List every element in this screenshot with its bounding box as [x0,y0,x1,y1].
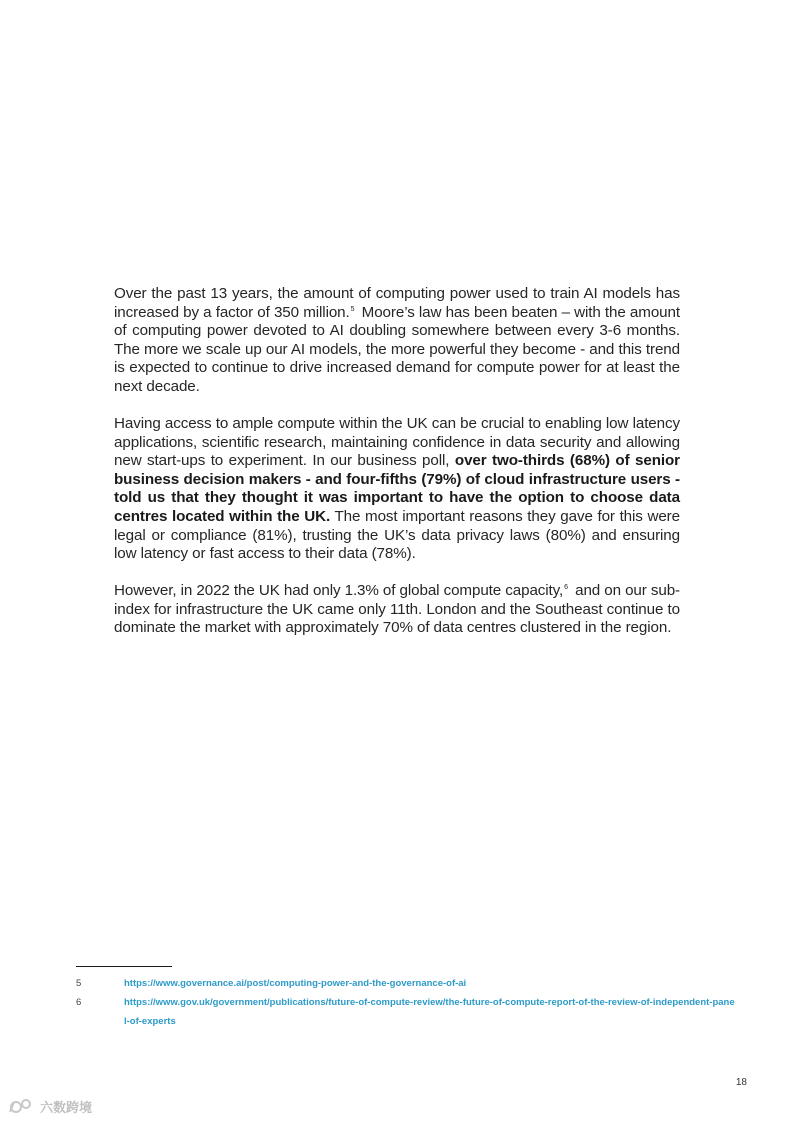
watermark [8,1096,92,1116]
footnote-5 [76,974,736,993]
footnote-ref-6[interactable]: 6 [564,584,568,591]
paragraph-text: Over the past 13 years, the amount of computing power used to train AI models has increased by a factor of 350 million. [114,285,680,321]
footnote-link[interactable]: https://www.gov.uk/government/publications/future-of-compute-review/the-future-of-compute-report-of-the-review-of-independent-panel-of-experts [124,997,735,1027]
paragraph-bold-text: over two-thirds (68%) of senior business decision makers - and four-fifths (79%) of cloud infrastructure users - told us that they thought it was important to have the option to choose data centres located within the UK. [114,452,680,525]
footnote-divider [76,966,172,967]
paragraph-text: and on our sub-index for infrastructure the UK came only 11th. London and the Southeast continue to dominate the market with approximately 70% of data centres clustered in the region. [114,582,680,637]
footnote-6 [76,993,736,1031]
paragraph-text: However, in 2022 the UK had only 1.3% of global compute capacity, [114,582,564,599]
footnote-number: 6 [76,997,82,1008]
paragraph-uk-capacity [114,582,680,638]
footnote-ref-5[interactable]: 5 [350,305,355,313]
page-number: 18 [735,1077,747,1088]
paragraph-compute-growth [114,285,680,397]
paragraph-text: Having access to ample compute within the UK can be crucial to enabling low latency applications, scientific research, maintaining confidence in data security and allowing new start-ups to experiment. In our business poll, [114,415,680,470]
watermark-text: 六数跨境 [40,1099,93,1115]
footnote-link[interactable]: https://www.governance.ai/post/computing-power-and-the-governance-of-ai [124,978,467,989]
paragraph-text: The most important reasons they gave for this were legal or compliance (81%), trusting the UK’s data privacy laws (80%) and ensuring low latency or fast access to their data (78%). [114,507,680,563]
watermark-logo-icon [8,1098,34,1114]
footnote-number: 5 [76,978,82,989]
paragraph-text: Moore’s law has been beaten – with the amount of computing power devoted to AI doubling somewhere between every 3-6 months. The more we scale up our AI models, the more powerful they become - and this trend is expected to continue to drive increased demand for compute power for at least the next decade. [114,303,680,395]
paragraph-uk-compute-access [114,415,680,564]
